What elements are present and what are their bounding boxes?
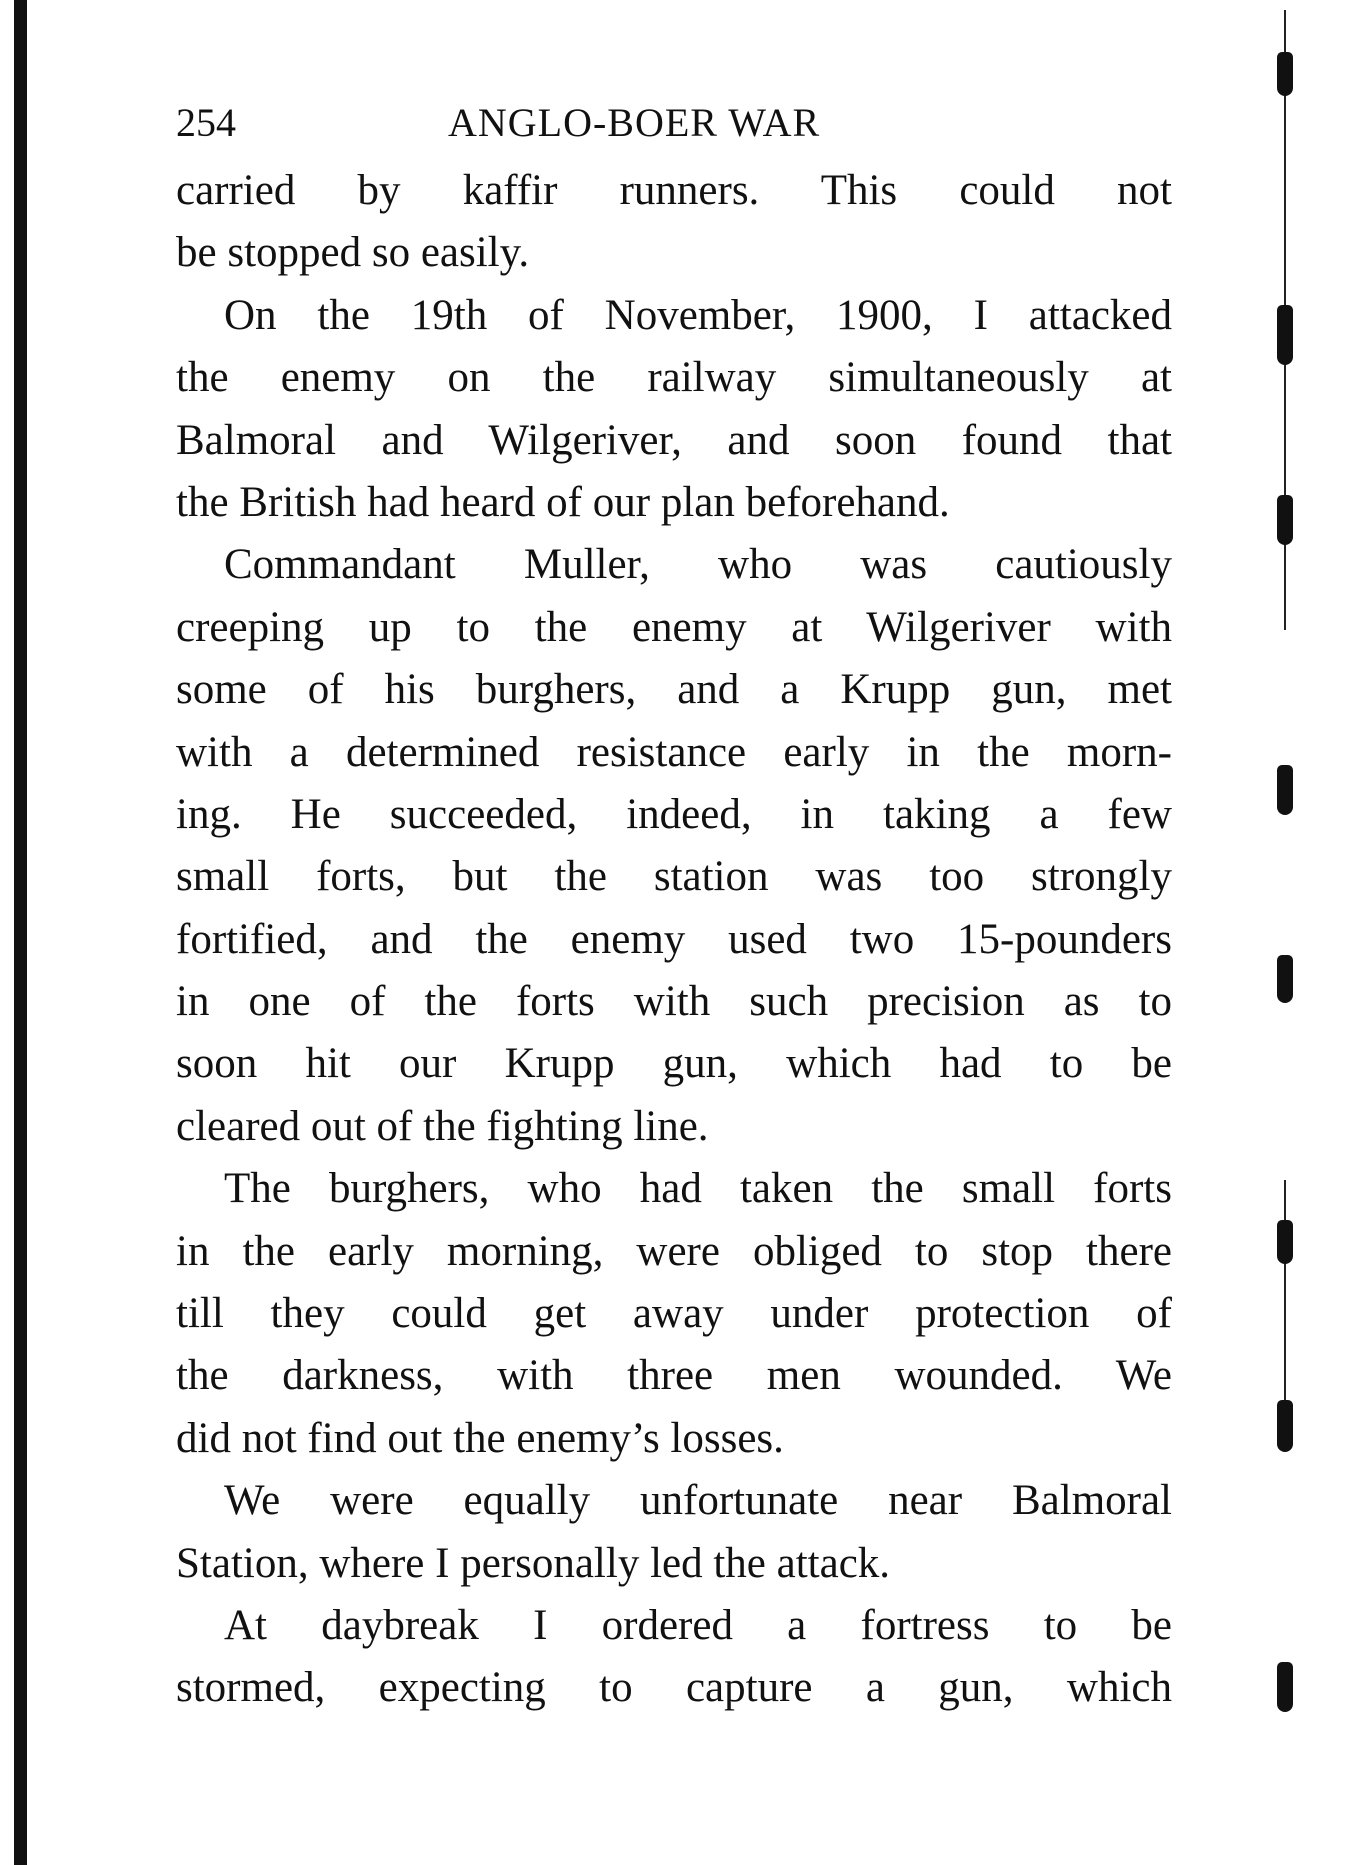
text-line: At daybreak I ordered a fortress to be xyxy=(224,1601,1172,1649)
scan-edge-mark xyxy=(1277,1220,1293,1264)
text-line: in one of the forts with such precision as to xyxy=(176,978,1172,1026)
paragraph xyxy=(176,1470,1172,1595)
text-line: Commandant Muller, who was cautiously xyxy=(224,541,1172,589)
text-line: with a determined resistance early in the morn- xyxy=(176,728,1172,776)
page-number: 254 xyxy=(176,100,236,145)
text-line: On the 19th of November, 1900, I attacked xyxy=(224,291,1172,339)
text-line: some of his burghers, and a Krupp gun, met xyxy=(176,666,1172,714)
text-line: We were equally unfortunate near Balmoral xyxy=(224,1477,1172,1525)
page-header xyxy=(176,98,1172,148)
paragraph xyxy=(176,534,1172,1158)
text-line: creeping up to the enemy at Wilgeriver with xyxy=(176,603,1172,651)
text-line: Balmoral and Wilgeriver, and soon found that xyxy=(176,416,1172,464)
text-line: stormed, expecting to capture a gun, which xyxy=(176,1664,1172,1712)
scan-edge-mark xyxy=(1277,305,1293,365)
scan-edge-line xyxy=(1284,1180,1286,1420)
paragraph xyxy=(176,1595,1172,1720)
scan-edge-mark xyxy=(1277,495,1293,545)
text-line: ing. He succeeded, indeed, in taking a few xyxy=(176,790,1172,838)
running-title: ANGLO-BOER WAR xyxy=(448,100,821,145)
scan-edge-mark xyxy=(1277,52,1293,96)
scan-edge-mark xyxy=(1277,765,1293,815)
text-line: carried by kaffir runners. This could not xyxy=(176,167,1172,214)
scan-edge-mark xyxy=(1277,1400,1293,1452)
text-line: soon hit our Krupp gun, which had to be xyxy=(176,1040,1172,1088)
text-line: the darkness, with three men wounded. We xyxy=(176,1352,1172,1400)
scan-edge-mark xyxy=(1277,1662,1293,1712)
binding-edge xyxy=(14,0,27,1865)
text-line: be stopped so easily. xyxy=(176,229,530,277)
scan-edge-mark xyxy=(1277,955,1293,1003)
text-line: Station, where I personally led the attack. xyxy=(176,1539,891,1587)
text-line: fortified, and the enemy used two 15-pounders xyxy=(176,915,1172,963)
text-line: did not find out the enemy’s losses. xyxy=(176,1414,784,1462)
text-line: The burghers, who had taken the small forts xyxy=(224,1165,1172,1213)
text-line: the enemy on the railway simultaneously at xyxy=(176,354,1172,402)
paragraph xyxy=(176,1158,1172,1470)
body-text xyxy=(176,160,1172,1720)
text-line: small forts, but the station was too strongly xyxy=(176,853,1172,901)
text-line: till they could get away under protection of xyxy=(176,1290,1172,1338)
text-line: in the early morning, were obliged to stop there xyxy=(176,1227,1172,1275)
paragraph xyxy=(176,160,1172,285)
text-line: the British had heard of our plan beforehand. xyxy=(176,478,950,526)
paragraph xyxy=(176,285,1172,535)
text-line: cleared out of the fighting line. xyxy=(176,1102,709,1150)
